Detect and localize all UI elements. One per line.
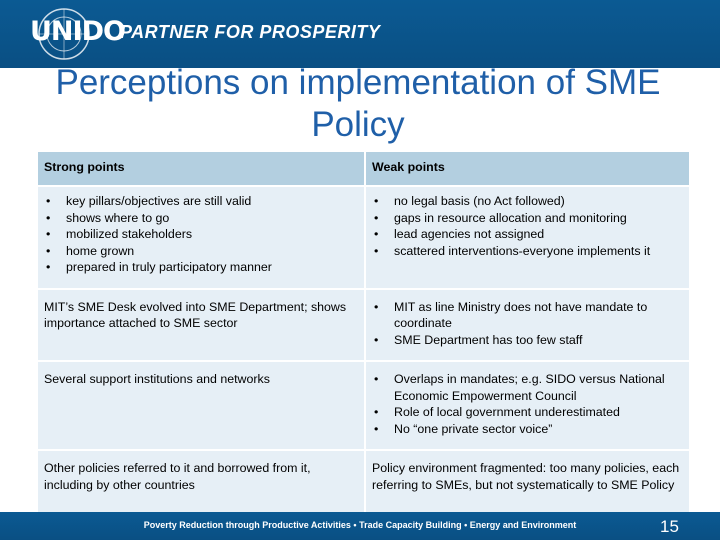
bullet-list <box>372 299 683 349</box>
table-cell: Policy environment fragmented: too many policies, each referring to SMEs, but not systematically to SME Policy <box>365 450 689 514</box>
footer-bar <box>0 512 720 540</box>
table-header-row <box>38 152 689 186</box>
table-cell: MIT’s SME Desk evolved into SME Department; shows importance attached to SME sector <box>38 289 365 362</box>
list-item: • No “one private sector voice” <box>372 421 683 438</box>
points-table <box>38 152 689 515</box>
slide-title: Perceptions on implementation of SME Policy <box>55 63 661 144</box>
tagline: PARTNER FOR PROSPERITY <box>120 22 381 42</box>
header-bar <box>0 0 720 68</box>
list-item: • Overlaps in mandates; e.g. SIDO versus National Economic Empowerment Council <box>372 371 683 404</box>
list-item: • shows where to go <box>44 210 358 227</box>
page-number: 15 <box>660 517 679 536</box>
table-row <box>38 186 689 289</box>
list-item: • gaps in resource allocation and monitoring <box>372 210 683 227</box>
header-weak-points: Weak points <box>365 152 689 186</box>
list-item: • MIT as line Ministry does not have mandate to coordinate <box>372 299 683 332</box>
bullet-list <box>372 193 683 259</box>
table-cell <box>365 186 689 289</box>
table-cell <box>365 289 689 362</box>
bullet-list <box>44 193 358 276</box>
table-cell: Other policies referred to it and borrowed from it, including by other countries <box>38 450 365 514</box>
list-item: • no legal basis (no Act followed) <box>372 193 683 210</box>
table-cell <box>38 186 365 289</box>
list-item: • lead agencies not assigned <box>372 226 683 243</box>
footer-text: Poverty Reduction through Productive Activities • Trade Capacity Building • Energy and Environment <box>143 520 577 530</box>
table-cell <box>365 361 689 450</box>
list-item: • prepared in truly participatory manner <box>44 259 358 276</box>
list-item: • Role of local government underestimated <box>372 404 683 421</box>
list-item: • home grown <box>44 243 358 260</box>
table-row <box>38 450 689 514</box>
list-item: • key pillars/objectives are still valid <box>44 193 358 210</box>
table-cell: Several support institutions and networks <box>38 361 365 450</box>
list-item: • scattered interventions-everyone implements it <box>372 243 683 260</box>
bullet-list <box>372 371 683 437</box>
logo-text: UNIDO <box>30 16 125 47</box>
table-row <box>38 361 689 450</box>
list-item: • SME Department has too few staff <box>372 332 683 349</box>
list-item: • mobilized stakeholders <box>44 226 358 243</box>
header-strong-points: Strong points <box>38 152 365 186</box>
table-row <box>38 289 689 362</box>
